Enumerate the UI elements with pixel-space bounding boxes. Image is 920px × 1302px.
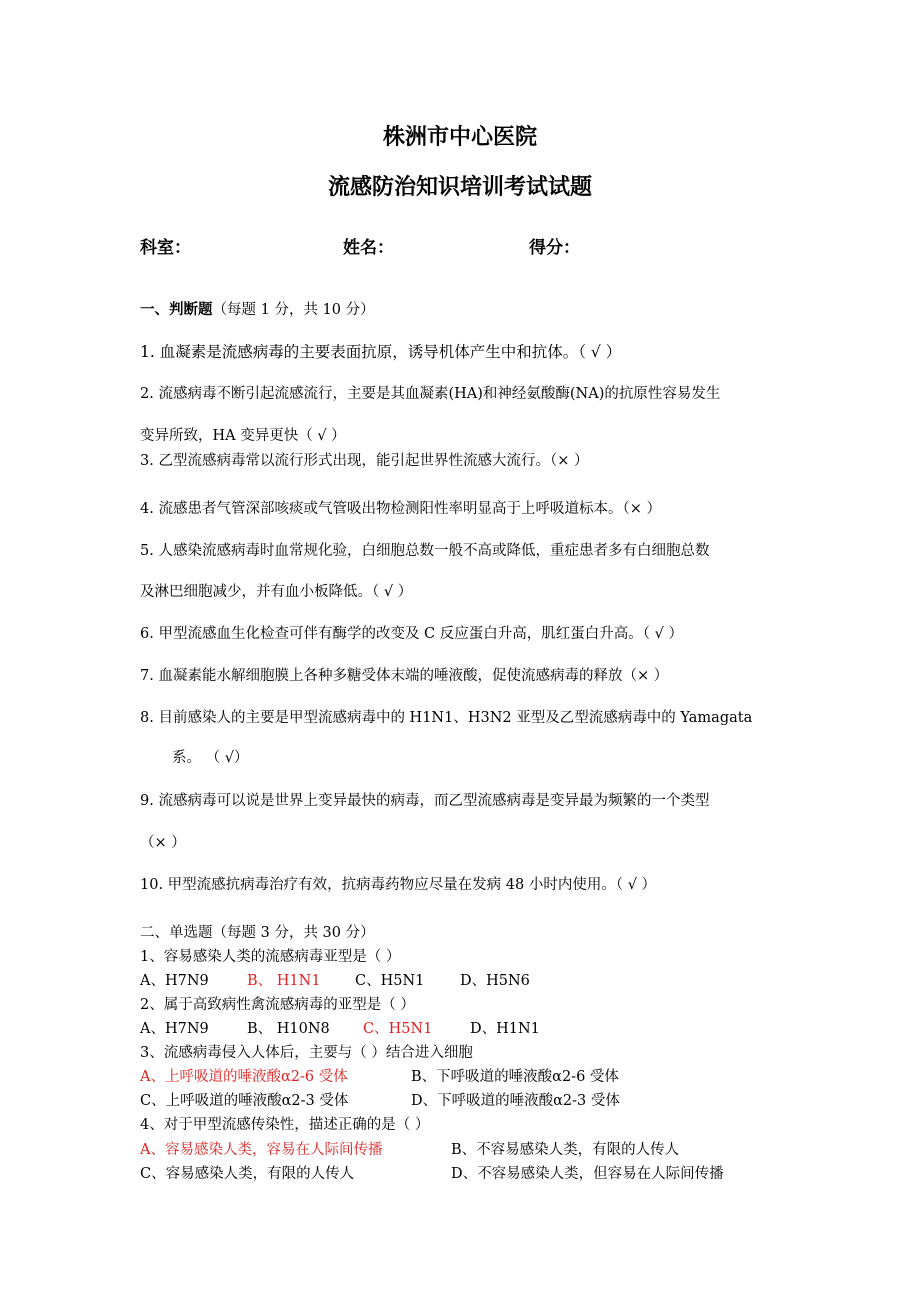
judge-item-9-cont: （× ） — [140, 835, 186, 851]
q4-option-d: D、不容易感染人类，但容易在人际间传播 — [451, 1166, 724, 1182]
q4-option-c: C、容易感染人类，有限的人传人 — [140, 1166, 355, 1182]
q3-option-a: A、上呼吸道的唾液酸α2-6 受体 — [140, 1069, 348, 1085]
judge-item-2: 2. 流感病毒不断引起流感流行，主要是其血凝素(HA)和神经氨酸酶(NA)的抗原性容易发生 — [140, 386, 721, 402]
score-label: 得分： — [529, 238, 580, 258]
judge-item-9: 9. 流感病毒可以说是世界上变异最快的病毒，而乙型流感病毒是变异最为频繁的一个类型 — [140, 793, 710, 809]
exam-title: 流感防治知识培训考试试题 — [327, 175, 592, 200]
q2-option-d: D、H1N1 — [470, 1021, 540, 1037]
q1-option-c: C、H5N1 — [355, 973, 425, 989]
q1-option-b: B、 H1N1 — [247, 973, 321, 989]
judge-item-1: 1. 血凝素是流感病毒的主要表面抗原，诱导机体产生中和抗体。（ √ ） — [140, 343, 622, 361]
hospital-title: 株洲市中心医院 — [382, 125, 537, 150]
judge-item-6: 6. 甲型流感血生化检查可伴有酶学的改变及 C 反应蛋白升高，肌红蛋白升高。（ √ ） — [140, 626, 683, 642]
q2-stem: 2、属于高致病性禽流感病毒的亚型是（ ） — [140, 997, 415, 1013]
judge-item-4: 4. 流感患者气管深部咳痰或气管吸出物检测阳性率明显高于上呼吸道标本。（× ） — [140, 501, 661, 517]
judge-item-2-cont: 变异所致，HA 变异更快（ √ ） — [140, 428, 346, 444]
q3-option-c: C、上呼吸道的唾液酸α2-3 受体 — [140, 1093, 349, 1109]
q1-option-d: D、H5N6 — [460, 973, 530, 989]
section1-heading — [140, 298, 375, 319]
q3-option-b: B、下呼吸道的唾液酸α2-6 受体 — [411, 1069, 619, 1085]
department-label: 科室： — [140, 238, 191, 258]
section1-heading-note: （每题 1 分，共 10 分） — [212, 302, 375, 318]
q2-option-a: A、H7N9 — [140, 1021, 209, 1037]
judge-item-5: 5. 人感染流感病毒时血常规化验，白细胞总数一般不高或降低，重症患者多有白细胞总数 — [140, 543, 710, 559]
section1-heading-bold: 一、判断题 — [140, 302, 213, 318]
judge-item-10: 10. 甲型流感抗病毒治疗有效，抗病毒药物应尽量在发病 48 小时内使用。（ √ ） — [140, 877, 657, 893]
q1-stem: 1、容易感染人类的流感病毒亚型是（ ） — [140, 949, 401, 965]
name-label: 姓名： — [343, 238, 394, 258]
q4-option-a: A、容易感染人类，容易在人际间传播 — [140, 1142, 383, 1158]
judge-item-8-cont: 系。 （ √） — [172, 750, 249, 766]
q2-option-b: B、 H10N8 — [247, 1021, 330, 1037]
judge-item-3: 3. 乙型流感病毒常以流行形式出现，能引起世界性流感大流行。（× ） — [140, 453, 589, 469]
q4-stem: 4、对于甲型流感传染性，描述正确的是（ ） — [140, 1117, 430, 1133]
judge-item-7: 7. 血凝素能水解细胞膜上各种多糖受体末端的唾液酸，促使流感病毒的释放（× ） — [140, 668, 669, 684]
q1-option-a: A、H7N9 — [140, 973, 209, 989]
q2-option-c: C、H5N1 — [363, 1021, 433, 1037]
q3-stem: 3、流感病毒侵入人体后，主要与（ ）结合进入细胞 — [140, 1045, 473, 1061]
q3-option-d: D、下呼吸道的唾液酸α2-3 受体 — [411, 1093, 620, 1109]
judge-item-8: 8. 目前感染人的主要是甲型流感病毒中的 H1N1、H3N2 亚型及乙型流感病毒中的 Yamagata — [140, 710, 753, 726]
q4-option-b: B、不容易感染人类，有限的人传人 — [451, 1142, 680, 1158]
section2-heading: 二、单选题（每题 3 分，共 30 分） — [140, 925, 375, 941]
judge-item-5-cont: 及淋巴细胞减少，并有血小板降低。（ √ ） — [140, 584, 413, 600]
